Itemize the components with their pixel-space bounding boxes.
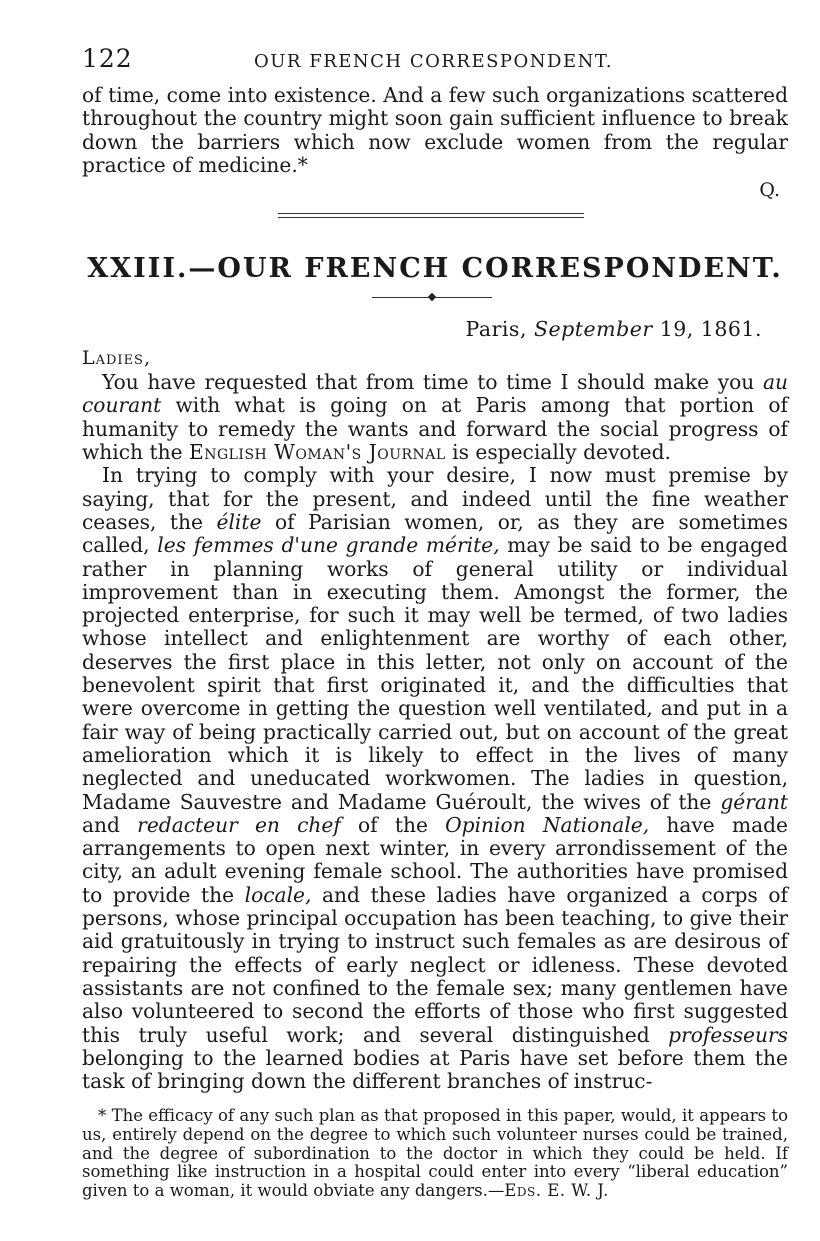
running-title: OUR FRENCH CORRESPONDENT.	[254, 51, 613, 72]
p2-text-i: of the	[340, 812, 446, 837]
p1-italic-au-courant: au courant	[82, 370, 788, 418]
p2-italic-redacteur: redacteur en chef	[137, 812, 341, 837]
paragraph-1	[82, 371, 788, 464]
p2-text-c: of Parisian women, or, as they are sometimes called,	[82, 509, 788, 558]
dateline-place: Paris,	[465, 317, 534, 342]
p2-text-a: In trying to comply with your desire, I now must premise by saying, that for the present, and indeed until the fine weather ceases, the	[82, 463, 788, 534]
page-number: 122	[82, 44, 133, 73]
section-divider	[82, 207, 788, 247]
previous-article-ending: of time, come into existence. And a few such organizations scattered throughout the country might soon gain sufficient influence to break down the barriers which now exclude women from the regular practice of medicine.*	[82, 83, 788, 177]
p2-italic-gerant: gérant	[720, 789, 788, 814]
footnote-text: * The efficacy of any such plan as that proposed in this paper, would, it appears to us, entirely depend on the degree to which such volunteer nurses could be trained, and the degree of subordination to the doctor in which they could be held. If something like instruction in a hospital could enter into every “liberal education” given to a woman, it would obviate any dangers.—	[82, 1106, 788, 1200]
dateline-rest: 19, 1861.	[652, 317, 762, 342]
p2-italic-elite: élite	[216, 509, 262, 534]
footnote-editors: Eds. E. W. J.	[504, 1180, 609, 1200]
title-ornament	[82, 289, 788, 311]
p1-text-c: with what is going on at Paris among that portion of humanity to remedy the wants and forward the social progress of which the	[82, 393, 788, 465]
p2-italic-les-femmes: les femmes d'une grande mérite,	[157, 533, 500, 558]
author-signature: Q.	[759, 179, 780, 202]
page	[82, 44, 788, 1217]
dateline	[82, 317, 762, 345]
footnote	[82, 1107, 788, 1200]
divider-line-bottom	[278, 217, 584, 218]
article-title: XXIII.—OUR FRENCH CORRESPONDENT.	[87, 253, 783, 285]
p2-text-m: and these ladies have organized a corps of persons, whose principal occupation has been teaching, to give their aid gratuitously in trying to instruct such females as are desirous of repairing the effects of early neglect or idleness. These devoted assistants are not confined to the female sex; many gentlemen have also volunteered to second the efforts of those who first suggested this truly useful work; and several distinguished	[82, 882, 788, 1047]
salutation: Ladies,	[82, 347, 151, 370]
p2-text-k: have made arrangements to open next winter, in every arrondissement of the city, an adult evening female school. The authorities have promised to provide the	[82, 812, 788, 907]
p2-text-o: belonging to the learned bodies at Paris have set before them the task of bringing down the different branches of instruc-	[82, 1045, 788, 1094]
journal-name: English Woman's Journal	[188, 440, 446, 465]
divider-line-top	[278, 213, 584, 214]
p2-italic-locale: locale,	[244, 882, 312, 907]
dateline-month: September	[534, 317, 653, 342]
p1-text-a: You have requested that from time to time I should make you	[102, 370, 763, 395]
paragraph-2	[82, 464, 788, 1093]
p2-text-e: may be said to be engaged rather in planning works of general utility or individual improvement than in executing them. Amongst the former, the projected enterprise, for such it may well be termed, of two ladies whose intellect and enlightenment are worthy of each other, deserves the first place in this letter, not only on account of the benevolent spirit that first originated it, and the difficulties that were overcome in getting the question well ventilated, and put in a fair way of being practically carried out, but on account of the great amelioration which it is likely to effect in the lives of many neglected and uneducated workwomen. The ladies in question, Madame Sauvestre and Madame Guéroult, the wives of the	[82, 533, 788, 814]
p2-italic-opinion-nationale: Opinion Nationale,	[445, 812, 650, 837]
running-head	[82, 44, 788, 84]
p2-text-g: and	[82, 812, 138, 837]
p1-text-e: is especially devoted.	[445, 440, 671, 465]
diamond-icon	[428, 293, 436, 301]
p2-italic-professeurs: professeurs	[668, 1022, 788, 1047]
